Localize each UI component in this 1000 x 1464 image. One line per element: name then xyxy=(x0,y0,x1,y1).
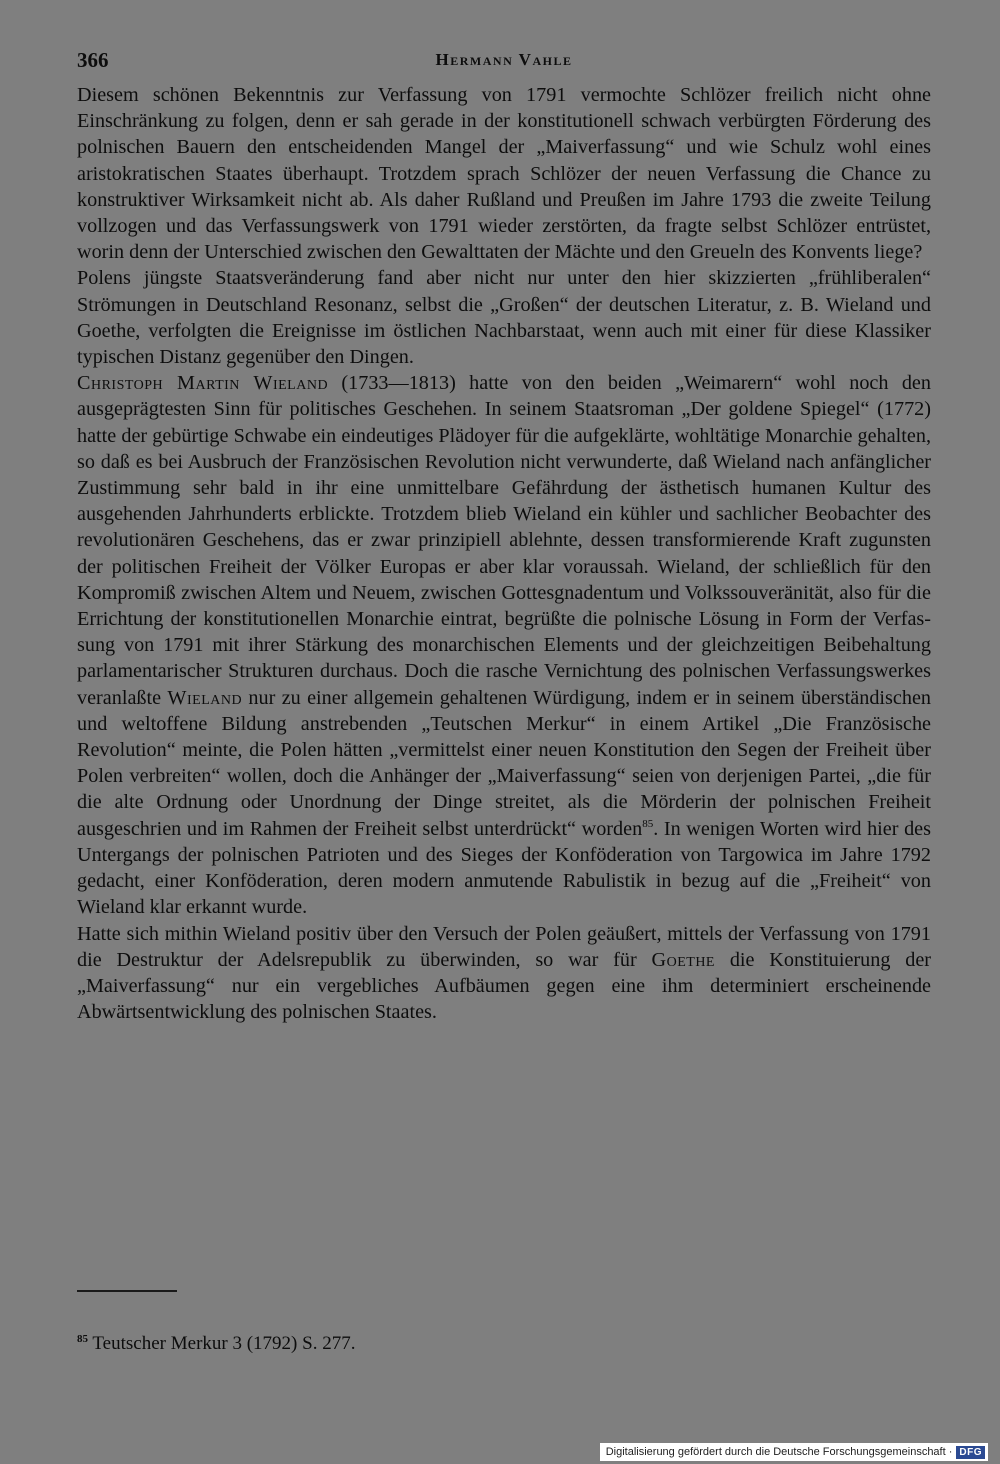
paragraph-3 xyxy=(77,370,931,920)
paragraph-3-text-a: (1733—1813) hatte von den beiden „Weimarern“ wohl noch den ausgeprägtesten Sinn für politisches Geschehen. In seinem Staatsroman „Der goldene Spiegel“ (1772) hatte der gebürtige Schwabe ein eindeutiges Plädoyer für die aufgeklärte, wohltätige Monarchie gehalten, so daß es bei Ausbruch der Französischen Revolution nicht verwunderte, daß Wieland nach anfänglicher Zustimmung sehr bald in ihr eine unmittelbare Gefährdung der ästhetisch humanen Kultur des ausgehenden Jahrhunderts erblickte. Trotzdem blieb Wieland ein kühler und sachlicher Beobachter des revolutionären Geschehens, das er zwar prinzipiell ablehnte, dessen transformierende Kraft zugunsten der politischen Freiheit der Völker Europas er aber klar voraussah. Wieland, der schließlich für den Kompromiß zwischen Altem und Neuem, zwischen Gottesgnadentum und Volkssouveränität, also für die Errichtung der konstitutionellen Monarchie eintrat, begrüßte die polnische Lösung in Form der Verfassung von 1791 mit ihrer Stärkung des monarchischen Elements und der gleichzeitigen Beibehaltung parlamentarischer Strukturen durchaus. Doch die rasche Vernichtung des polnischen Verfassungswerkes veranlaßte xyxy=(77,372,931,709)
paragraph-3-text-c: . In wenigen Worten wird hier des Untergangs der polnischen Patrioten und des Sieges der Konföderation von Targowica im Jahre 1792 gedacht, einer Konföderation, deren modern anmutende Rabulistik in bezug auf die „Freiheit“ von Wieland klar erkannt wurde. xyxy=(77,817,931,919)
paragraph-3-text-b: nur zu einer allgemein gehaltenen Würdigung, indem er in seinem überständischen und weltoffene Bildung anstrebenden „Teutschen Merkur“ in einem Artikel „Die Französische Revolution“ meinte, die Polen hätten „vermittelst einer neuen Konstitution den Segen der Freiheit über Polen verbreiten“ wollen, doch die Anhänger der „Maiverfassung“ seien von derjenigen Partei, „die für die alte Ordnung oder Unordnung der Dinge streitet, als die Mörderin der polnischen Freiheit ausgeschrien und im Rahmen der Freiheit selbst unterdrückt“ worden xyxy=(77,686,931,840)
digitization-credit xyxy=(600,1443,988,1461)
footnote-reference[interactable]: 85 xyxy=(642,817,654,830)
paragraph-2: Polens jüngste Staatsveränderung fand aber nicht nur unter den hier skizzierten „frühliberalen“ Strömungen in Deutschland Resonanz, selbst die „Großen“ der deutschen Literatur, z. B. Wieland und Goethe, verfolgten die Ereignisse im östlichen Nachbarstaat, wenn auch mit einer für diese Klassiker typischen Distanz gegenüber den Dingen. xyxy=(77,267,931,369)
page-content xyxy=(77,48,931,1025)
running-head: Hermann Vahle xyxy=(435,50,573,69)
footnote-divider xyxy=(77,1290,177,1292)
footnote-text: Teutscher Merkur 3 (1792) S. 277. xyxy=(88,1333,356,1354)
page-number: 366 xyxy=(77,48,109,72)
paragraph-4 xyxy=(77,921,931,1026)
body-text xyxy=(77,82,931,1025)
person-name-wieland-2: Wieland xyxy=(167,686,243,709)
credit-text: Digitalisierung gefördert durch die Deutsche Forschungsgemeinschaft · xyxy=(605,1446,953,1458)
paragraph-4-text-b: die Konstituierung der „Maiverfassung“ nur ein vergebliches Aufbäumen gegen eine ihm determiniert erscheinende Abwärtsentwicklung des polnischen Staates. xyxy=(77,948,931,1024)
page-header xyxy=(77,48,931,82)
paragraph-4-text-a: Hatte sich mithin Wieland positiv über den Versuch der Polen geäußert, mittels der Verfassung von 1791 die Destruktur der Adelsrepublik zu überwinden, so war für xyxy=(77,922,931,971)
footnote-mark: 85 xyxy=(77,1333,88,1345)
person-name-goethe: Goethe xyxy=(651,948,715,971)
footnote xyxy=(77,1333,355,1355)
person-name-wieland: Christoph Martin Wieland xyxy=(77,372,329,395)
dfg-logo: DFG xyxy=(956,1446,985,1459)
paragraph-1: Diesem schönen Bekenntnis zur Verfassung von 1791 vermochte Schlözer freilich nicht ohne Einschränkung zu folgen, denn er sah gerade in der konstitutionell schwach verbürgten Förderung des polnischen Bauern den entscheidenden Mangel der „Maiverfassung“ und wie Schulz wohl eines aristokratischen Staates überhaupt. Trotzdem sprach Schlözer der neuen Verfassung die Chance zu konstruktiver Wirksamkeit nicht ab. Als daher Rußland und Preußen im Jahre 1793 die zweite Teilung vollzogen und das Verfassungswerk von 1791 wieder zerstörten, da fragte selbst Schlözer entrüstet, worin denn der Unterschied zwischen den Gewalttaten der Mächte und den Greueln des Konvents liege? xyxy=(77,84,931,264)
